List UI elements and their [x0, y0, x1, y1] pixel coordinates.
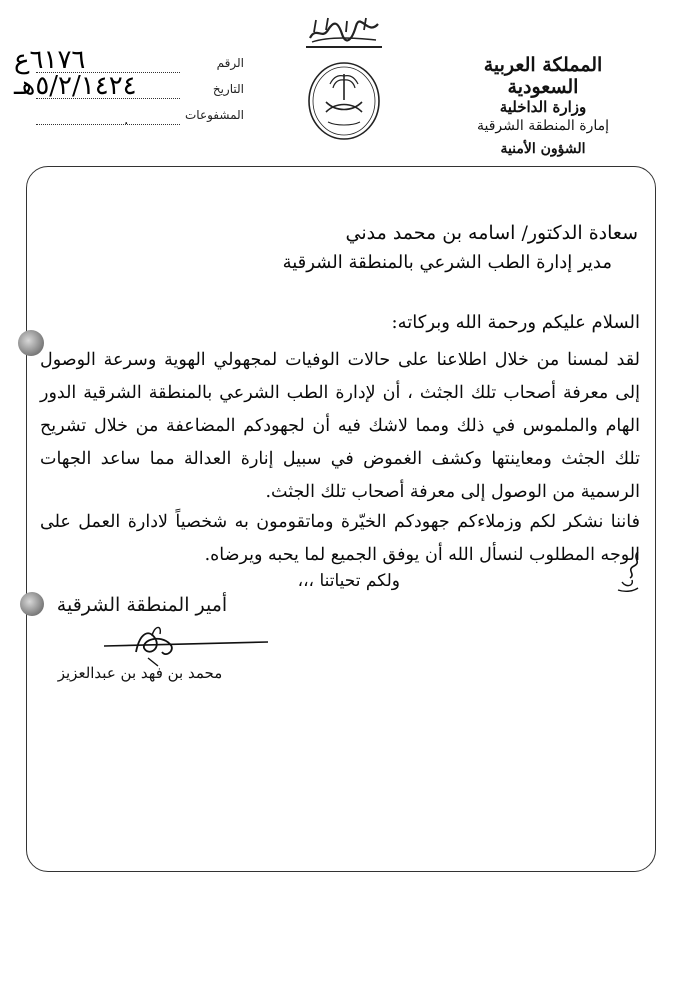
margin-handwriting-icon	[612, 548, 648, 594]
issuer-block	[458, 54, 628, 160]
reference-number-value: ٦١٧٦ع	[14, 45, 86, 75]
letter-thanks: فاننا نشكر لكم وزملاءكم جهودكم الخيّرة وماتقومون به شخصياً لادارة العمل على الوجه المطلوب لنسأل الله أن يوفق الجميع لما يحبه ويرضاه.	[40, 512, 640, 565]
addressee-title: مدير إدارة الطب الشرعي بالمنطقة الشرقية	[282, 252, 612, 273]
greeting: السلام عليكم ورحمة الله وبركاته:	[391, 312, 640, 333]
basmala-calligraphy	[306, 12, 382, 48]
kingdom-name: المملكة العربية السعودية	[483, 54, 603, 98]
reference-block	[14, 45, 244, 130]
punch-hole	[18, 330, 44, 356]
reference-date-value: ٥/٢/١٤٢٤هـ	[14, 71, 137, 101]
addressee: سعادة الدكتور/ اسامه بن محمد مدني	[345, 222, 638, 244]
emirate-name: إمارة المنطقة الشرقية	[477, 118, 609, 134]
punch-hole	[20, 592, 44, 616]
letter-body: لقد لمسنا من خلال اطلاعنا على حالات الوفيات لمجهولي الهوية وسرعة الوصول إلى معرفة أصحاب تلك الجثث ، أن لإدارة الطب الشرعي بالمنطقة الشرقية الدور الهام والملموس في ذلك ومما لاشك فيه أن لجهودكم المضاعفة من خلال تشريح تلك الجثث ومعاينتها وكشف الغموض في سبيل إنارة العدالة مما ساعد الجهات الرسمية من الوصول إلى معرفة أصحاب تلك الجثث.	[40, 350, 640, 502]
reference-attachments-row	[14, 104, 244, 130]
letter-closing: ولكم تحياتنا ،،،	[297, 571, 400, 591]
reference-attachments-value: .	[124, 112, 130, 128]
handwritten-signature-icon	[100, 622, 270, 670]
signatory-title: أمير المنطقة الشرقية	[56, 594, 228, 616]
signatory-name: محمد بن فهد بن عبدالعزيز	[57, 664, 223, 682]
saudi-emblem-icon	[306, 60, 382, 142]
reference-date-label: التاريخ	[212, 82, 244, 96]
reference-date-row	[14, 71, 244, 104]
reference-number-label: الرقم	[216, 56, 244, 70]
ministry-name: وزارة الداخلية	[499, 98, 587, 116]
department-name: الشؤون الأمنية	[500, 141, 586, 157]
basmala-calligraphy-icon	[306, 12, 382, 46]
reference-attachments-label: المشفوعات	[184, 108, 244, 122]
